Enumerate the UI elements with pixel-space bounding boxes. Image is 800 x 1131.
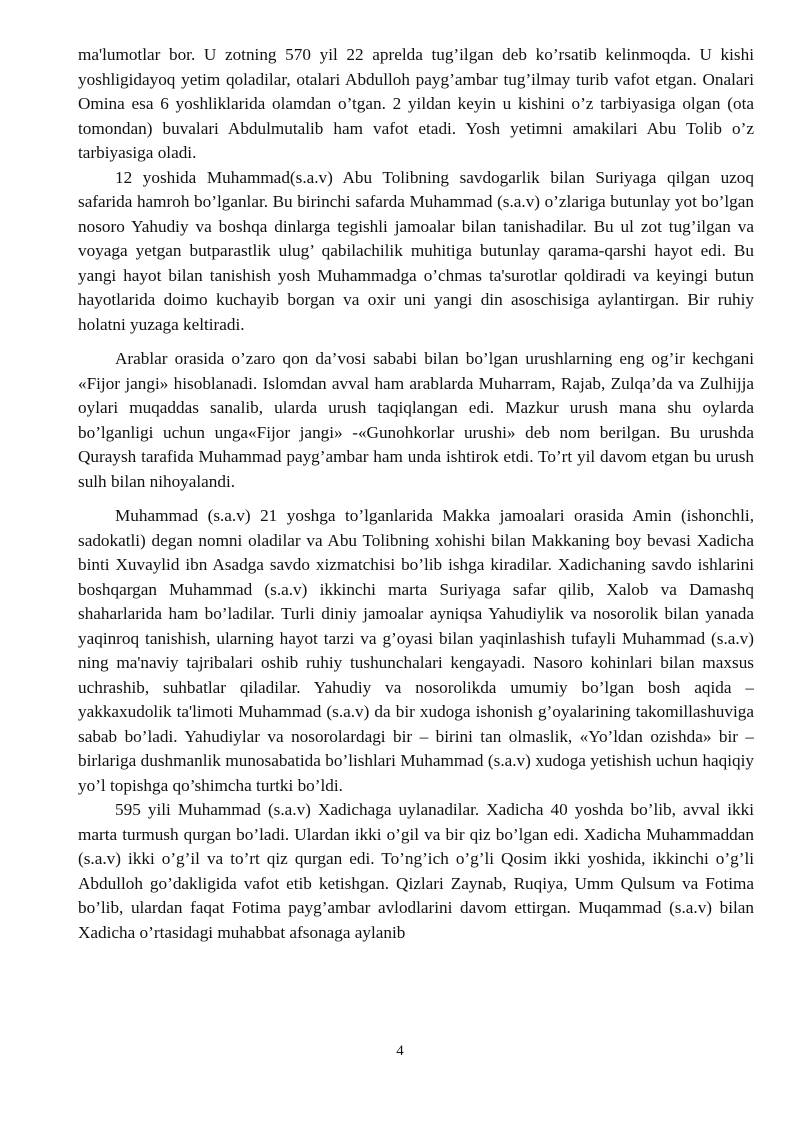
page-number: 4	[396, 1043, 404, 1059]
paragraph-2: 12 yoshida Muhammad(s.a.v) Abu Tolibning savdogarlik bilan Suriyaga qilgan uzoq safarida hamroh bo’lganlar. Bu birinchi safarda Muhammad (s.a.v) o’zlariga butunlay yot bo’lgan nosoro Yahudiy va boshqa dinlarga tegishli jamoalar bilan tanishadilar. Bu ul zot tug’ilgan va voyaga yetgan butparastlik ulug’ qabilachilik muhitiga butunlay qarama-qarshi hayot edi. Bu yangi hayot bilan tanishish yosh Muhammadga o’chmas ta'surotlar qoldiradi va keyingi butun hayotlarida doimo kuchayib borgan va oxir uni yangi din asoschisiga aylantirgan. Bir ruhiy holatni yuzaga keltiradi.	[78, 167, 754, 334]
paragraph-1: ma'lumotlar bor. U zotning 570 yil 22 aprelda tug’ilgan deb ko’rsatib kelinmoqda. U kishi yoshligidayoq yetim qoladilar, otalari Abdulloh payg’ambar tug’ilmay turib vafot etgan. Onalari Omina esa 6 yoshliklarida olamdan o’tgan. 2 yildan keyin u kishini o’z tarbiyasiga olgan (ota tomondan) buvalari Abdulmutalib ham vafot etadi. Yosh yetimni amakilari Abu Tolib o’z tarbiyasiga oladi.	[78, 45, 754, 162]
paragraph-3: Arablar orasida o’zaro qon da’vosi sababi bilan bo’lgan urushlarning eng og’ir kechgani «Fijor jangi» hisoblanadi. Islomdan avval ham arablarda Muharram, Rajab, Zulqa’da va Zulhijja oylari muqaddas sanalib, ularda urush taqiqlangan edi. Mazkur urush mana shu oylarda bo’lganligi uchun unga«Fijor jangi» -«Gunohkorlar urushi» deb nom berilgan. Bu urushda Quraysh tarafida Muhammad payg’ambar ham unda ishtirok etdi. To’rt yil davom etgan bu urush sulh bilan nihoyalandi.	[78, 349, 754, 491]
paragraph-4: Muhammad (s.a.v) 21 yoshga to’lganlarida Makka jamoalari orasida Amin (ishonchli, sadokatli) degan nomni oladilar va Abu Tolibning xohishi bilan Makkaning boy bevasi Xadicha binti Xuvaylid ibn Asadga savdo xizmatchisi bo’lib ishga kiradilar. Xadichaning savdo ishlarini boshqargan Muhammad (s.a.v) ikkinchi marta Suriyaga safar qilib, Xalob va Damashq shaharlarida ham bo’ladilar. Turli diniy jamoalar ayniqsa Yahudiylik va nosorolik bilan yanada yaqinroq tanishish, ularning hayot tarzi va g’oyasi bilan yaqinlashish tufayli Muhammad (s.a.v) ning ma'naviy tajribalari oshib ruhiy tushunchalari kengayadi. Nasoro kohinlari bilan maxsus uchrashib, suhbatlar qiladilar. Yahudiy va nosorolikda umumiy bo’lgan bosh aqida – yakkaxudolik ta'limoti Muhammad (s.a.v) da bir xudoga ishonish g’oyalarining takomillashuviga sabab bo’ladi. Yahudiylar va nosorolardagi bir – birini tan olmaslik, «Yo’ldan ozishda» bir – birlariga dushmanlik munosabatida bo’lishlari Muhammad (s.a.v) xudoga yetishish uchun haqiqiy yo’l topishga qo’shimcha turtki bo’ldi.	[78, 506, 754, 795]
paragraph-5: 595 yili Muhammad (s.a.v) Xadichaga uylanadilar. Xadicha 40 yoshda bo’lib, avval ikki marta turmush qurgan bo’ladi. Ulardan ikki o’gil va bir qiz bo’lgan edi. Xadicha Muhammaddan (s.a.v) ikki o’g’il va to’rt qiz qurgan edi. To’ng’ich o’g’li Qosim ikki yoshida, ikkinchi o’g’li Abdulloh go’dakligida vafot etib ketishgan. Qizlari Zaynab, Ruqiya, Umm Qulsum va Fotima bo’lib, ulardan faqat Fotima payg’ambar avlodlarini davom ettirgan. Muqammad (s.a.v) bilan Xadicha o’rtasidagi muhabbat afsonaga aylanib	[78, 800, 754, 942]
body-text	[78, 43, 754, 945]
